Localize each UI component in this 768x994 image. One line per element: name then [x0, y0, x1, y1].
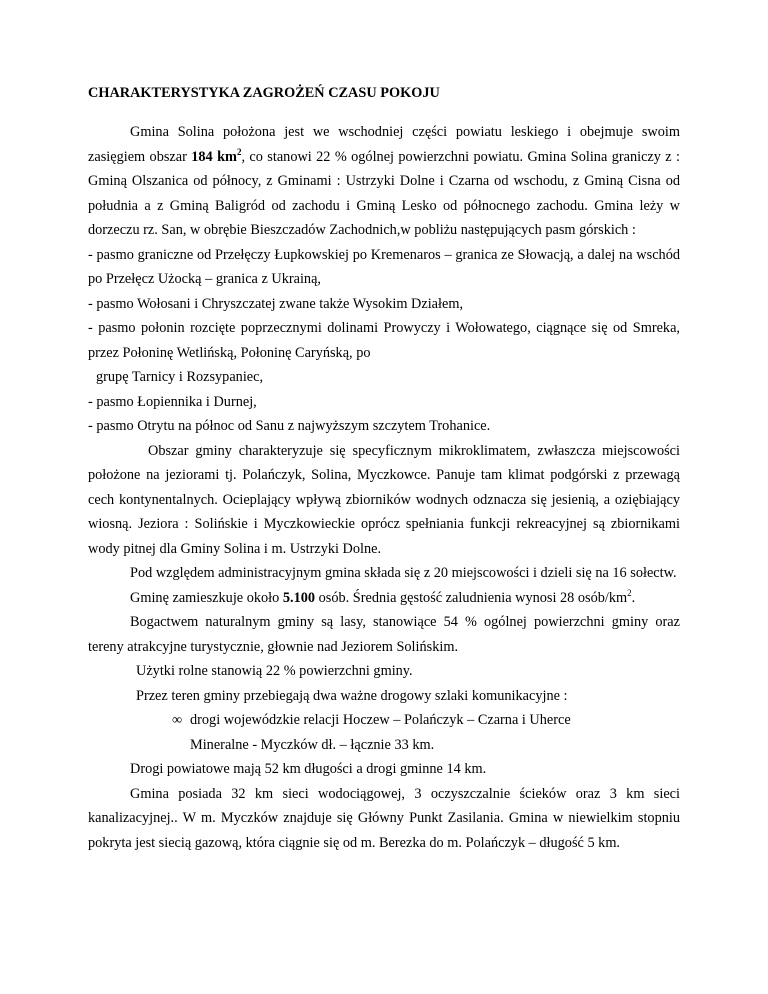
farmland-paragraph: Użytki rolne stanowią 22 % powierzchni gminy.: [136, 663, 413, 679]
range-item-5: - pasmo Otrytu na północ od Sanu z najwyższym szczytem Trohanice.: [88, 418, 491, 434]
population-text-b: osób. Średnia gęstość zaludnienia wynosi 28 osób/km: [315, 589, 628, 606]
population-value: 5.100: [282, 589, 316, 606]
population-text-c: .: [631, 589, 636, 606]
intro-text-b: , co stanowi 22 % ogólnej powierzchni powiatu. Gmina Solina graniczy z : Gminą Olszanica od północy, z Gminami : Ustrzyki Dolne i Czarna od wschodu, z Gminą Cisna od południa a z Gminą Baligród od zachodu i Gminą Lesko od północnego zachodu. Gmina leży w dorzeczu rz. San, w obrębie Bieszczadów Zachodnich,w pobliżu następujących pasm górskich :: [88, 148, 680, 238]
range-item-2: - pasmo Wołosani i Chryszczatej zwane także Wysokim Działem,: [88, 295, 464, 312]
roads-intro-paragraph: Przez teren gminy przebiegają dwa ważne drogowy szlaki komunikacyjne :: [136, 687, 568, 704]
range-item-1: - pasmo graniczne od Przełęczy Łupkowskiej po Kremenaros – granica ze Słowacją, a dalej na wschód po Przełęcz Użocką – granica z Ukrainą,: [88, 246, 680, 287]
road-bullet-text: drogi wojewódzkie relacji Hoczew – Polańczyk – Czarna i Uherce: [190, 712, 571, 728]
area-value: [191, 146, 242, 165]
range-item-3-cont: grupę Tarnicy i Rozsypaniec,: [96, 369, 264, 385]
utilities-paragraph: Gmina posiada 32 km sieci wodociągowej, 3 oczyszczalnie ścieków oraz 3 km sieci kanalizacyjnej.. W m. Myczków znajduje się Główny Punkt Zasilania. Gmina w niewielkim stopniu pokryta jest siecią gazową, która ciągnie się od m. Berezka do m. Polańczyk – długość 5 km.: [88, 785, 680, 851]
population-paragraph: [88, 586, 680, 611]
document-title: CHARAKTERYSTYKA ZAGROŻEŃ CZASU POKOJU: [88, 85, 440, 101]
intro-paragraph: [88, 120, 680, 243]
road-bullet-item: [88, 708, 680, 733]
document-page: [88, 78, 680, 855]
density-superscript: 2: [627, 587, 632, 598]
intro-text-a: Gmina Solina położona jest we wschodniej części powiatu leskiego i obejmuje swoim zasięgiem obszar: [88, 124, 680, 165]
forests-paragraph: Bogactwem naturalnym gminy są lasy, stanowiące 54 % ogólnej powierzchni gminy oraz tereny atrakcyjne turystycznie, głownie nad Jeziorem Solińskim.: [88, 614, 680, 655]
range-item-4: - pasmo Łopiennika i Durnej,: [88, 393, 257, 410]
road-bullet-cont: Mineralne - Myczków dł. – łącznie 33 km.: [190, 736, 435, 753]
climate-paragraph: Obszar gminy charakteryzuje się specyficznym mikroklimatem, zwłaszcza miejscowości położone na jeziorami tj. Polańczyk, Solina, Myczkowce. Panuje tam klimat podgórski z przewagą cech kontynentalnych. Ocieplający wpływą zbiorników wodnych odznacza się jesienią, a oziębiający wiosną. Jeziora : Solińskie i Myczkowieckie oprócz spełniania funkcji rekreacyjnej są zbiornikami wody pitnej dla Gminy Solina i m. Ustrzyki Dolne.: [88, 442, 680, 557]
range-item-3: - pasmo połonin rozcięte poprzecznymi dolinami Prowyczy i Wołowatego, ciągnące się od Smreka, przez Połoninę Wetlińską, Połoninę Caryńską, po: [88, 320, 680, 361]
area-number: 184 km: [191, 148, 237, 165]
population-text-a: Gminę zamieszkuje około: [130, 589, 283, 606]
admin-paragraph: Pod względem administracyjnym gmina składa się z 20 miejscowości i dzieli się na 16 sołectw.: [130, 565, 677, 581]
infinity-bullet-icon: ∞: [172, 712, 183, 728]
area-superscript: 2: [236, 146, 242, 157]
district-roads-paragraph: Drogi powiatowe mają 52 km długości a drogi gminne 14 km.: [130, 761, 487, 777]
